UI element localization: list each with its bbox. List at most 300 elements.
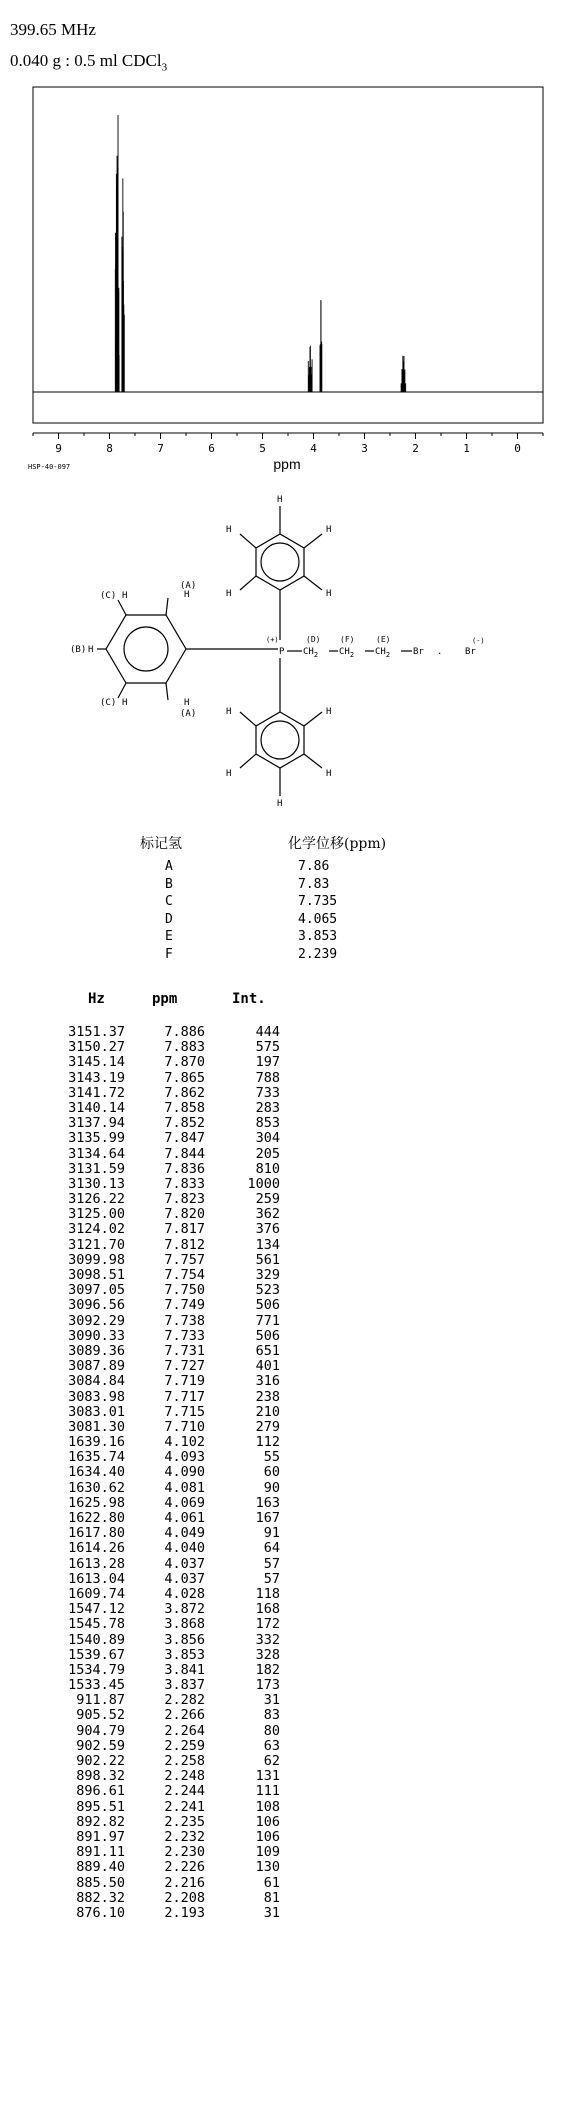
peak-int: 106: [255, 1813, 280, 1830]
peak-hz: 1545.78: [68, 1616, 125, 1633]
peak-int: 112: [255, 1434, 280, 1451]
peak-ppm: 7.836: [164, 1160, 205, 1177]
peak-ppm: 7.733: [164, 1327, 205, 1344]
peak-hz: 895.51: [76, 1798, 125, 1815]
peak-hz: 902.59: [76, 1737, 125, 1754]
peak-hz: 3121.70: [68, 1236, 125, 1253]
peak-row: [40, 1055, 300, 1070]
peak-row: [40, 1298, 300, 1313]
peak-row: [40, 1390, 300, 1405]
peak-int: 118: [255, 1585, 280, 1602]
assignment-shift: 7.83: [298, 876, 330, 892]
peak-int: 91: [263, 1525, 280, 1542]
peak-hz: 1639.16: [68, 1434, 125, 1451]
frequency-label: 399.65 MHz: [10, 20, 96, 39]
peak-row: [40, 1162, 300, 1177]
peak-hz: 3084.84: [68, 1373, 125, 1390]
assignment-row: [130, 877, 430, 895]
peak-ppm: 4.069: [164, 1494, 205, 1511]
peak-ppm: 7.870: [164, 1054, 205, 1071]
peak-hz: 3141.72: [68, 1084, 125, 1101]
label-minus: (-): [472, 637, 485, 645]
peak-row: [40, 1329, 300, 1344]
peak-row: [40, 1860, 300, 1875]
assignment-row: [130, 912, 430, 930]
x-axis-ticks: [33, 433, 543, 455]
peak-ppm: 2.226: [164, 1859, 205, 1876]
peak-ppm: 2.248: [164, 1768, 205, 1785]
peak-row: [40, 1891, 300, 1906]
peak-int: 64: [263, 1540, 280, 1557]
peak-ppm: 2.216: [164, 1874, 205, 1891]
peak-int: 788: [255, 1069, 280, 1086]
peak-row: [40, 1481, 300, 1496]
peak-ppm: 7.844: [164, 1145, 205, 1162]
peak-ppm: 2.241: [164, 1798, 205, 1815]
sample-subscript: 3: [161, 61, 168, 74]
peak-hz: 3145.14: [68, 1054, 125, 1071]
peak-row: [40, 1359, 300, 1374]
peak-int: 332: [255, 1631, 280, 1648]
peak-ppm: 7.820: [164, 1206, 205, 1223]
plot-frame: [33, 87, 543, 423]
peak-row: [40, 1815, 300, 1830]
peak-hz: 1614.26: [68, 1540, 125, 1557]
peak-ppm: 2.235: [164, 1813, 205, 1830]
assignment-label: E: [165, 929, 173, 944]
peak-ppm: 7.754: [164, 1267, 205, 1283]
peak-int: 31: [263, 1692, 280, 1709]
peak-row: [40, 1602, 300, 1617]
peak-row: [40, 1374, 300, 1389]
peak-ppm: 7.833: [164, 1175, 205, 1192]
peak-col-int: Int.: [232, 991, 266, 1007]
peak-row: [40, 1678, 300, 1693]
peak-ppm: 2.264: [164, 1722, 205, 1739]
peak-hz: 1617.80: [68, 1525, 125, 1542]
peak-ppm: 4.093: [164, 1449, 205, 1466]
x-axis-tick-label: 0: [514, 442, 521, 455]
peak-int: 523: [255, 1282, 280, 1299]
peak-int: 130: [255, 1859, 280, 1876]
peak-int: 329: [255, 1267, 280, 1283]
peak-ppm: 3.868: [164, 1616, 205, 1633]
peak-hz: 3083.98: [68, 1388, 125, 1405]
sample-text: 0.040 g : 0.5 ml CDCl: [10, 51, 162, 70]
peak-hz: 3126.22: [68, 1191, 125, 1208]
peak-hz: 3083.01: [68, 1403, 125, 1420]
bottom-phenyl-ring: [240, 658, 322, 796]
peak-int: 57: [263, 1570, 280, 1587]
peak-ppm: 7.865: [164, 1069, 205, 1086]
assignment-shift: 4.065: [298, 911, 338, 927]
peak-ppm: 4.102: [164, 1434, 205, 1451]
assignment-shift: 7.86: [298, 859, 330, 874]
peak-ppm: 7.719: [164, 1373, 205, 1390]
assignment-table: [130, 833, 430, 964]
peak-int: 771: [255, 1312, 280, 1329]
peak-ppm: 7.717: [164, 1388, 205, 1405]
peak-hz: 898.32: [76, 1768, 125, 1785]
peak-hz: 1533.45: [68, 1677, 125, 1694]
peak-int: 283: [255, 1099, 280, 1116]
peak-ppm: 7.738: [164, 1312, 205, 1329]
peak-ppm: 3.856: [164, 1631, 205, 1648]
peak-row: [40, 1101, 300, 1116]
structure-labels: [70, 495, 485, 809]
peak-hz: 1613.28: [68, 1555, 125, 1572]
peak-hz: 3137.94: [68, 1115, 125, 1132]
peak-int: 561: [255, 1251, 280, 1268]
label-e: (E): [376, 635, 391, 644]
x-axis-label: ppm: [273, 456, 301, 472]
label-a-top: (A): [180, 581, 197, 591]
peak-row: [40, 1147, 300, 1162]
assignment-body: [130, 859, 430, 964]
peak-hz: 3099.98: [68, 1251, 125, 1268]
peak-row: [40, 1071, 300, 1086]
peak-hz: 896.61: [76, 1783, 125, 1800]
peak-row: [40, 1420, 300, 1435]
peak-row: [40, 1040, 300, 1055]
peak-int: 61: [263, 1874, 280, 1891]
peak-row: [40, 1906, 300, 1921]
peak-ppm: 7.817: [164, 1221, 205, 1238]
assignment-label: F: [165, 946, 173, 962]
peak-ppm: 4.049: [164, 1525, 205, 1542]
peak-ppm: 4.081: [164, 1479, 205, 1496]
peak-int: 733: [255, 1084, 280, 1101]
peak-int: 279: [255, 1418, 280, 1435]
peak-row: [40, 1268, 300, 1283]
peak-hz: 902.22: [76, 1753, 125, 1769]
peak-layer: [33, 115, 543, 392]
peak-int: 259: [255, 1191, 280, 1208]
peak-row: [40, 1876, 300, 1891]
peak-ppm: 7.852: [164, 1115, 205, 1132]
peak-hz: 1613.04: [68, 1570, 125, 1587]
peak-ppm: 4.061: [164, 1510, 205, 1526]
peak-table-header: [40, 987, 300, 1025]
label-h-bottom-left: H: [226, 707, 232, 717]
assignment-label: C: [165, 894, 173, 909]
peak-hz: 3140.14: [68, 1099, 125, 1116]
peak-row: [40, 1754, 300, 1769]
peak-hz: 1622.80: [68, 1510, 125, 1526]
peak-hz: 3151.37: [68, 1024, 125, 1040]
peak-hz: 1539.67: [68, 1646, 125, 1663]
peak-int: 57: [263, 1555, 280, 1572]
peak-hz: 1625.98: [68, 1494, 125, 1511]
peak-ppm: 7.823: [164, 1191, 205, 1208]
peak-ppm: 7.749: [164, 1297, 205, 1314]
assignment-row: [130, 894, 430, 912]
peak-row: [40, 1739, 300, 1754]
peak-int: 62: [263, 1753, 280, 1769]
peak-ppm: 4.028: [164, 1585, 205, 1602]
peak-row: [40, 1405, 300, 1420]
peak-int: 63: [263, 1737, 280, 1754]
peak-int: 80: [263, 1722, 280, 1739]
label-br: Br: [413, 647, 424, 657]
label-f: (F): [340, 635, 355, 644]
label-b: (B): [70, 645, 87, 655]
peak-hz: 1635.74: [68, 1449, 125, 1466]
peak-ppm: 2.244: [164, 1783, 205, 1800]
peak-ppm: 4.037: [164, 1570, 205, 1587]
peak-ppm: 3.872: [164, 1601, 205, 1618]
label-h-bottom-right2: H: [326, 769, 332, 779]
peak-int: 131: [255, 1768, 280, 1785]
peak-ppm: 7.847: [164, 1130, 205, 1147]
peak-table: [40, 987, 300, 1921]
peak-hz: 3098.51: [68, 1267, 125, 1283]
peak-ppm: 4.037: [164, 1555, 205, 1572]
peak-hz: 885.50: [76, 1874, 125, 1891]
peak-int: 210: [255, 1403, 280, 1420]
peak-row: [40, 1587, 300, 1602]
peak-int: 506: [255, 1327, 280, 1344]
label-c-bottom: (C): [100, 698, 117, 708]
peak-hz: 904.79: [76, 1722, 125, 1739]
peak-hz: 1634.40: [68, 1464, 125, 1481]
label-h-b: H: [88, 645, 94, 655]
peak-int: 60: [263, 1464, 280, 1481]
x-axis-tick-label: 3: [361, 442, 368, 455]
peak-row: [40, 1253, 300, 1268]
peak-row: [40, 1177, 300, 1192]
peak-int: 376: [255, 1221, 280, 1238]
x-axis-tick-label: 9: [55, 442, 62, 455]
peak-ppm: 2.232: [164, 1828, 205, 1845]
label-h-bottom-right: H: [326, 707, 332, 717]
peak-ppm: 7.715: [164, 1403, 205, 1420]
x-axis-tick-label: 4: [310, 442, 317, 455]
peak-ppm: 2.282: [164, 1692, 205, 1709]
peak-int: 31: [263, 1904, 280, 1921]
label-h-top-left: H: [226, 525, 232, 535]
peak-int: 83: [263, 1707, 280, 1724]
peak-row: [40, 1708, 300, 1723]
x-axis-tick-label: 1: [463, 442, 470, 455]
top-phenyl-ring: [240, 506, 322, 640]
peak-hz: 3087.89: [68, 1358, 125, 1375]
peak-ppm: 7.812: [164, 1236, 205, 1253]
peak-row: [40, 1526, 300, 1541]
x-axis-tick-label: 6: [208, 442, 215, 455]
label-plus: (+): [266, 636, 279, 644]
label-ch2-d: $CH_2$: [303, 647, 319, 659]
nmr-spectrum-chart: [0, 70, 570, 480]
peak-ppm: 4.090: [164, 1464, 205, 1481]
peak-int: 109: [255, 1844, 280, 1861]
peak-int: 55: [263, 1449, 280, 1466]
peak-ppm: 2.266: [164, 1707, 205, 1724]
label-h-top-right: H: [326, 525, 332, 535]
peak-int: 106: [255, 1828, 280, 1845]
peak-int: 506: [255, 1297, 280, 1314]
peak-int: 575: [255, 1039, 280, 1056]
peak-row: [40, 1450, 300, 1465]
peak-hz: 3131.59: [68, 1160, 125, 1177]
peak-row: [40, 1496, 300, 1511]
peak-hz: 891.97: [76, 1828, 125, 1845]
label-h-top-left2: H: [226, 589, 232, 599]
peak-row: [40, 1617, 300, 1632]
peak-int: 304: [255, 1130, 280, 1147]
peak-row: [40, 1025, 300, 1040]
peak-int: 197: [255, 1054, 280, 1071]
assignment-label: A: [165, 859, 173, 874]
peak-int: 134: [255, 1236, 280, 1253]
structure-diagram: [0, 480, 570, 820]
label-p: P: [279, 647, 285, 657]
peak-hz: 3090.33: [68, 1327, 125, 1344]
assignment-shift: 7.735: [298, 894, 338, 909]
label-h-top-right2: H: [326, 589, 332, 599]
assignment-row: [130, 929, 430, 947]
label-h-c-bottom: H: [122, 698, 128, 708]
peak-hz: 3135.99: [68, 1130, 125, 1147]
peak-ppm: 7.750: [164, 1282, 205, 1299]
peak-hz: 3081.30: [68, 1418, 125, 1435]
peak-row: [40, 1663, 300, 1678]
label-a-bottom: (A): [180, 709, 197, 719]
peak-row: [40, 1633, 300, 1648]
label-h-a-top: H: [184, 590, 190, 600]
peak-hz: 891.11: [76, 1844, 125, 1861]
peak-hz: 905.52: [76, 1707, 125, 1724]
peak-ppm: 3.841: [164, 1661, 205, 1678]
peak-hz: 3134.64: [68, 1145, 125, 1162]
label-ch2-e: $CH_2$: [375, 647, 391, 659]
peak-row: [40, 1131, 300, 1146]
label-h-top: H: [277, 495, 283, 505]
peak-hz: 1540.89: [68, 1631, 125, 1648]
label-ch2-f: $CH_2$: [339, 647, 355, 659]
peak-int: 108: [255, 1798, 280, 1815]
assignment-row: [130, 859, 430, 877]
peak-ppm: 7.883: [164, 1039, 205, 1056]
peak-row: [40, 1541, 300, 1556]
peak-hz: 3125.00: [68, 1206, 125, 1223]
peak-int: 401: [255, 1358, 280, 1375]
peak-int: 316: [255, 1373, 280, 1390]
left-phenyl-ring: [97, 598, 278, 700]
peak-table-body: [40, 1025, 300, 1921]
peak-ppm: 7.858: [164, 1099, 205, 1116]
peak-ppm: 7.886: [164, 1024, 205, 1040]
peak-int: 172: [255, 1616, 280, 1633]
peak-hz: 1630.62: [68, 1479, 125, 1496]
peak-int: 163: [255, 1494, 280, 1511]
peak-hz: 889.40: [76, 1859, 125, 1876]
peak-int: 81: [263, 1889, 280, 1906]
peak-hz: 876.10: [76, 1904, 125, 1921]
peak-ppm: 2.193: [164, 1904, 205, 1921]
peak-row: [40, 1572, 300, 1587]
peak-row: [40, 1769, 300, 1784]
assignment-col-label: 标记氢: [140, 836, 182, 852]
label-h-a-bottom: H: [184, 698, 190, 708]
peak-row: [40, 1314, 300, 1329]
peak-hz: 882.32: [76, 1889, 125, 1906]
peak-ppm: 7.731: [164, 1342, 205, 1359]
x-axis-tick-label: 8: [106, 442, 113, 455]
label-h-c-top: H: [122, 591, 128, 601]
peak-int: 205: [255, 1145, 280, 1162]
peak-ppm: 7.710: [164, 1418, 205, 1435]
peak-row: [40, 1557, 300, 1572]
peak-int: 182: [255, 1661, 280, 1678]
peak-int: 90: [263, 1479, 280, 1496]
peak-row: [40, 1648, 300, 1663]
peak-int: 173: [255, 1677, 280, 1694]
peak-row: [40, 1435, 300, 1450]
peak-ppm: 2.258: [164, 1753, 205, 1769]
peak-row: [40, 1465, 300, 1480]
x-axis-tick-label: 5: [259, 442, 266, 455]
peak-int: 810: [255, 1160, 280, 1177]
peak-hz: 3150.27: [68, 1039, 125, 1056]
peak-int: 111: [255, 1783, 280, 1800]
peak-hz: 1534.79: [68, 1661, 125, 1678]
peak-hz: 911.87: [76, 1692, 125, 1709]
peak-int: 651: [255, 1342, 280, 1359]
peak-int: 328: [255, 1646, 280, 1663]
peak-ppm: 4.040: [164, 1540, 205, 1557]
peak-int: 853: [255, 1115, 280, 1132]
peak-ppm: 2.259: [164, 1737, 205, 1754]
peak-ppm: 7.757: [164, 1251, 205, 1268]
peak-int: 444: [255, 1024, 280, 1040]
assignment-header: [130, 833, 430, 859]
label-d: (D): [306, 635, 321, 644]
peak-hz: 3089.36: [68, 1342, 125, 1359]
peak-col-ppm: ppm: [152, 991, 178, 1007]
peak-row: [40, 1724, 300, 1739]
assignment-shift: 2.239: [298, 946, 338, 962]
peak-ppm: 2.230: [164, 1844, 205, 1861]
peak-row: [40, 1344, 300, 1359]
peak-hz: 3130.13: [68, 1175, 125, 1192]
peak-row: [40, 1222, 300, 1237]
peak-ppm: 7.727: [164, 1358, 205, 1375]
assignment-label: B: [165, 876, 173, 892]
peak-int: 238: [255, 1388, 280, 1405]
peak-hz: 3124.02: [68, 1221, 125, 1238]
peak-row: [40, 1693, 300, 1708]
peak-int: 1000: [247, 1175, 280, 1192]
peak-int: 362: [255, 1206, 280, 1223]
peak-row: [40, 1116, 300, 1131]
peak-row: [40, 1283, 300, 1298]
peak-row: [40, 1207, 300, 1222]
spectrum-code: HSP-40-097: [28, 463, 71, 471]
assignment-col-shift: 化学位移(ppm): [288, 836, 387, 852]
peak-ppm: 2.208: [164, 1889, 205, 1906]
assignment-label: D: [165, 911, 173, 927]
peak-row: [40, 1830, 300, 1845]
peak-int: 167: [255, 1510, 280, 1526]
peak-row: [40, 1845, 300, 1860]
peak-row: [40, 1800, 300, 1815]
peak-hz: 3143.19: [68, 1069, 125, 1086]
peak-int: 168: [255, 1601, 280, 1618]
peak-hz: 3092.29: [68, 1312, 125, 1329]
peak-ppm: 3.853: [164, 1646, 205, 1663]
peak-col-hz: Hz: [88, 991, 105, 1007]
